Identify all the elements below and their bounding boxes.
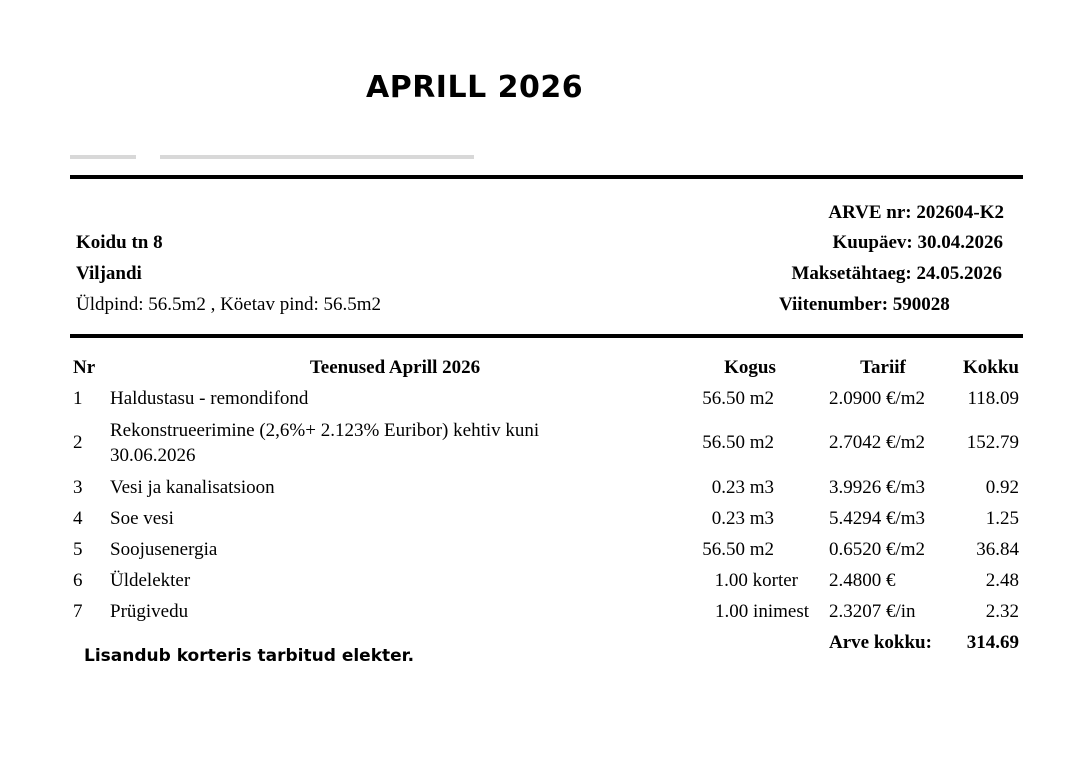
row-nr: 7 [73, 601, 83, 622]
col-header-total: Kokku [963, 357, 1019, 378]
row-total: 118.09 [967, 388, 1019, 409]
row-nr: 2 [73, 432, 83, 453]
faint-divider [70, 155, 136, 159]
middle-rule [70, 334, 1023, 338]
invoice-number: ARVE nr: 202604-K2 [828, 202, 1004, 223]
row-service: Prügivedu [110, 601, 189, 622]
row-qty: 56.50 m2 [702, 432, 774, 453]
row-nr: 3 [73, 477, 83, 498]
row-tariff: 5.4294 €/m3 [829, 508, 926, 529]
row-qty: 56.50 m2 [702, 539, 774, 560]
row-total: 0.92 [985, 477, 1019, 498]
row-total: 152.79 [966, 432, 1019, 453]
invoice-reference: Viitenumber: 590028 [779, 294, 950, 315]
row-tariff: 2.3207 €/in [829, 601, 916, 622]
row-tariff: 3.9926 €/m3 [829, 477, 926, 498]
row-service: Üldelekter [110, 570, 191, 591]
row-total: 36.84 [976, 539, 1019, 560]
row-qty: 56.50 m2 [702, 388, 774, 409]
row-total: 2.48 [985, 570, 1019, 591]
col-header-service: Teenused Aprill 2026 [309, 357, 481, 378]
invoice-total-value: 314.69 [966, 632, 1019, 653]
col-header-qty: Kogus [724, 357, 776, 378]
row-service-continued: 30.06.2026 [110, 445, 196, 466]
row-nr: 4 [73, 508, 83, 529]
row-nr: 5 [73, 539, 83, 560]
row-qty: 1.00 korter [714, 570, 798, 591]
row-service: Haldustasu - remondifond [110, 388, 309, 409]
row-nr: 6 [73, 570, 83, 591]
top-rule [70, 175, 1023, 179]
row-total: 2.32 [985, 601, 1019, 622]
col-header-nr: Nr [73, 357, 96, 378]
row-tariff: 2.7042 €/m2 [829, 432, 926, 453]
address-street: Koidu tn 8 [76, 232, 163, 253]
row-nr: 1 [73, 388, 83, 409]
footnote: Lisandub korteris tarbitud elekter. [84, 646, 415, 666]
row-qty: 0.23 m3 [711, 477, 774, 498]
row-service: Soojusenergia [110, 539, 218, 560]
address-city: Viljandi [76, 263, 142, 284]
address-area: Üldpind: 56.5m2 , Köetav pind: 56.5m2 [76, 294, 382, 315]
faint-divider [160, 155, 474, 159]
row-total: 1.25 [985, 508, 1019, 529]
invoice-total-label: Arve kokku: [829, 632, 932, 653]
row-tariff: 2.0900 €/m2 [829, 388, 926, 409]
invoice-due-date: Maksetähtaeg: 24.05.2026 [791, 263, 1002, 284]
row-tariff: 0.6520 €/m2 [829, 539, 926, 560]
page-heading: APRILL 2026 [366, 70, 584, 105]
row-service: Vesi ja kanalisatsioon [110, 477, 275, 498]
col-header-tariff: Tariif [860, 357, 906, 378]
row-qty: 0.23 m3 [711, 508, 774, 529]
row-tariff: 2.4800 € [829, 570, 896, 591]
invoice-date: Kuupäev: 30.04.2026 [832, 232, 1003, 253]
row-service: Soe vesi [110, 508, 174, 529]
row-service: Rekonstrueerimine (2,6%+ 2.123% Euribor) kehtiv kuni [110, 420, 540, 441]
row-qty: 1.00 inimest [715, 601, 809, 622]
